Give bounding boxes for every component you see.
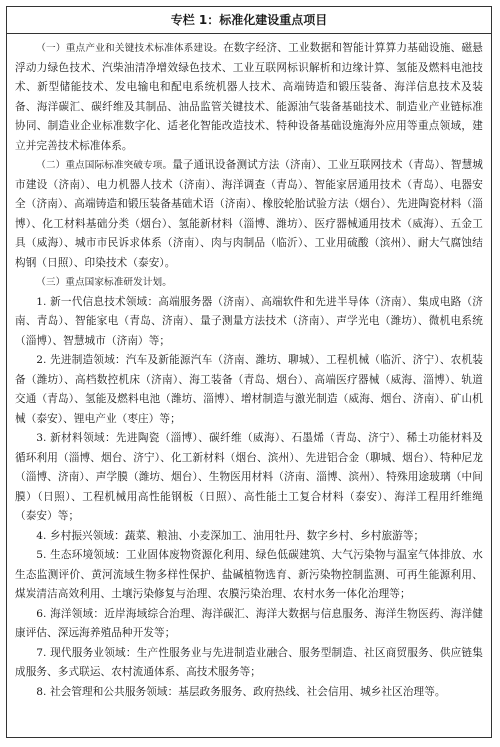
paragraph-11 [15,683,483,703]
subheading: （一）重点产业和关键技术标准体系建设。 [36,43,224,54]
paragraph-10 [15,644,483,683]
paragraph-text: 2. 先进制造领域：汽车及新能源汽车（济南、潍坊、聊城）、工程机械（临沂、济宁）、农机装备（潍坊）、高档数控机床（济南）、海工装备（青岛、烟台）、高端医疗器械（威海、淄博）、轨道交通（青岛）、氢能及燃料电池（潍坊、淄博）、增材制造与激光制造（威海、烟台、济南）、矿山机械（泰安）、锂电产业（枣庄）等； [15,354,483,425]
subheading: （二）重点国际标准突破专项。 [36,160,173,171]
project-box [6,6,492,738]
paragraph-3 [15,273,483,293]
paragraph-8 [15,546,483,605]
paragraph-9 [15,605,483,644]
paragraph-text: 1. 新一代信息技术领域：高端服务器（济南）、高端软件和先进半导体（济南）、集成电路（济南、青岛）、智能家电（青岛、济南）、量子测量方法技术（济南）、声学光电（潍坊）、微机电系统（淄博）、智慧城市（济南）等； [15,295,483,347]
subheading: （三）重点国家标准研发计划。 [36,277,172,288]
paragraph-6 [15,429,483,527]
paragraph-text: 5. 生态环境领域：工业固体废物资源化利用、绿色低碳建筑、大气污染物与温室气体排放、水生态监测评价、黄河流域生物多样性保护、盐碱植物选育、新污染物控制监测、可再生能源利用、煤炭清洁高效利用、土壤污染修复与治理、农膜污染治理、农村水务一体化治理等； [15,549,483,600]
box-content [7,34,491,702]
paragraph-5 [15,351,483,429]
paragraph-text: 4. 乡村振兴领域：蔬菜、粮油、小麦深加工、油用牡丹、数字乡村、乡村旅游等； [36,529,425,542]
paragraph-4 [15,293,483,352]
box-title: 专栏 1：标准化建设重点项目 [7,7,491,34]
paragraph-text: 8. 社会管理和公共服务领域：基层政务服务、政府热线、社会信用、城乡社区治理等。 [36,685,446,698]
paragraph-text: 3. 新材料领域：先进陶瓷（淄博）、碳纤维（威海）、石墨烯（青岛、济宁）、稀土功能材料及循环利用（淄博、烟台、济宁）、化工新材料（烟台、滨州）、先进铝合金（聊城、烟台）、特种尼龙（淄博、济南）、声学膜（潍坊、烟台）、生物医用材料（济南、淄博、滨州）、特殊用途玻璃（中间膜）（日照）、工程机械用高性能钢板（日照）、高性能土工复合材料（泰安）、海洋工程用纤维绳（泰安）等； [15,432,483,522]
paragraph-1 [15,39,483,156]
paragraph-text: 7. 现代服务业领域：生产性服务业与先进制造业融合、服务型制造、社区商贸服务、供应链集成服务、多式联运、农村流通体系、高技术服务等； [15,646,483,678]
paragraph-text: 量子通讯设备测试方法（济南）、工业互联网技术（青岛）、智慧城市建设（济南）、电力机器人技术（济南）、海洋调查（青岛）、智能家居通用技术（青岛）、电器安全（济南）、高端铸造和锻压装备基础术语（济南）、橡胶轮胎试验方法（烟台）、先进陶瓷材料（淄博）、化工材料基础分类（烟台）、氢能新材料（淄博、潍坊）、医疗器械通用技术（威海）、五金工具（威海）、城市市民诉求体系（济南）、肉与肉制品（临沂）、工业用硫酸（滨州）、耐大气腐蚀结构钢（日照）、印染技术（泰安）。 [15,159,483,269]
paragraph-text: 在数字经济、工业数据和智能计算算力基础设施、磁悬浮动力绿色技术、汽柴油清净增效绿色技术、工业互联网标识解析和边缘计算、氢能及燃料电池技术、新型储能技术、发电输电和配电系统机器人技术、高端铸造和锻压装备、海洋信息技术及装备、海洋碳汇、碳纤维及其制品、油品监管关键技术、能源油气装备基础技术、制造业产业链标准协同、制造业企业标准数字化、适老化智能改造技术、特种设备基础设施海外应用等重点领域，建立并完善技术标准体系。 [15,42,483,152]
paragraph-2 [15,156,483,273]
paragraph-7 [15,527,483,547]
paragraph-text: 6. 海洋领域：近岸海域综合治理、海洋碳汇、海洋大数据与信息服务、海洋生物医药、海洋健康评估、深远海养殖品种开发等； [15,607,483,639]
